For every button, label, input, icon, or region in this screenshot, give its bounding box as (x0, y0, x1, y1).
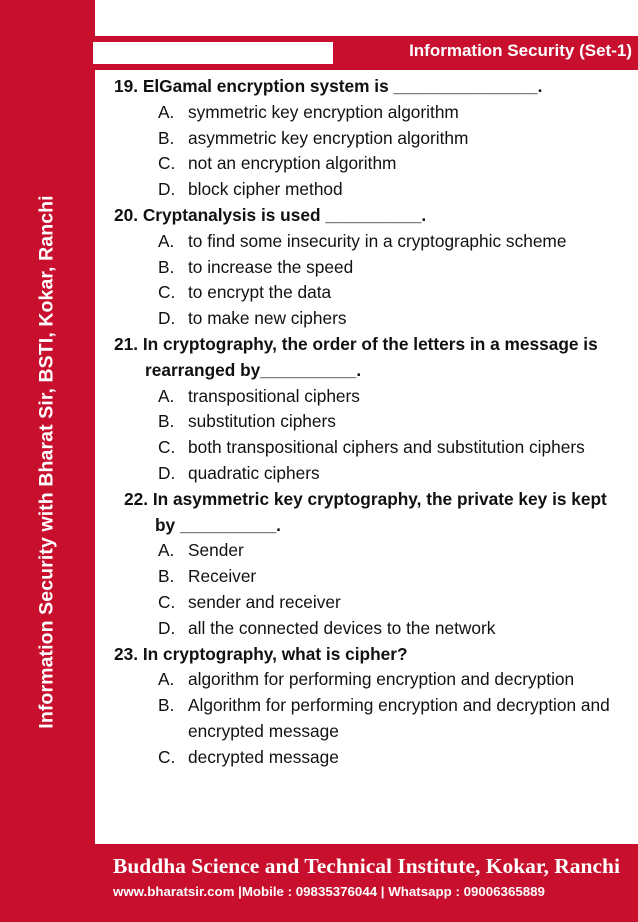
option-text: to increase the speed (188, 256, 354, 277)
option-text: to encrypt the data (188, 282, 332, 303)
option-letter: B. (158, 695, 175, 716)
option-letter: C. (158, 746, 176, 767)
option-letter: A. (158, 101, 175, 122)
question-19 (114, 74, 630, 203)
option-b (114, 255, 630, 281)
option-a (114, 229, 630, 255)
option-a (114, 100, 630, 126)
option-text: substitution ciphers (188, 411, 336, 432)
question-23 (114, 642, 630, 771)
option-c (114, 745, 630, 771)
option-letter: A. (158, 540, 175, 561)
question-list (114, 74, 630, 771)
option-b (114, 564, 630, 590)
option-d (114, 616, 630, 642)
sidebar-title: Information Security with Bharat Sir, BSTI, Kokar, Ranchi (35, 195, 58, 729)
option-text: algorithm for performing encryption and decryption (188, 669, 575, 690)
option-text: sender and receiver (188, 591, 341, 612)
option-letter: B. (158, 256, 175, 277)
option-text: both transpositional ciphers and substitution ciphers (188, 437, 585, 458)
option-letter: C. (158, 591, 176, 612)
option-c (114, 280, 630, 306)
footer-institute-name: Buddha Science and Technical Institute, Kokar, Ranchi (113, 854, 620, 878)
option-letter: A. (158, 230, 175, 251)
question-text: 23. In cryptography, what is cipher? (114, 643, 408, 664)
option-letter: B. (158, 127, 175, 148)
option-text: Receiver (188, 566, 257, 587)
option-letter: C. (158, 282, 176, 303)
option-d (114, 461, 630, 487)
question-text: 19. ElGamal encryption system is _______________. (114, 76, 543, 96)
option-text: to find some insecurity in a cryptographic scheme (188, 230, 567, 251)
option-letter: D. (158, 617, 176, 638)
option-text: symmetric key encryption algorithm (188, 101, 459, 122)
option-letter: B. (158, 566, 175, 587)
option-letter: D. (158, 308, 176, 329)
option-text: Algorithm for performing encryption and decryption and encrypted message (188, 695, 610, 741)
option-text: not an encryption algorithm (188, 153, 397, 174)
option-c (114, 151, 630, 177)
option-d (114, 306, 630, 332)
question-text: 21. In cryptography, the order of the letters in a message is rearranged by__________. (114, 333, 598, 380)
option-text: decrypted message (188, 746, 339, 767)
page-title: Information Security (Set-1) (409, 41, 632, 60)
question-20 (114, 203, 630, 332)
left-sidebar-band (0, 0, 95, 922)
option-letter: D. (158, 179, 176, 200)
option-text: Sender (188, 540, 244, 561)
option-letter: C. (158, 153, 176, 174)
option-text: block cipher method (188, 179, 343, 200)
question-text: 22. In asymmetric key cryptography, the private key is kept by __________. (124, 488, 607, 535)
footer-contact-info: www.bharatsir.com |Mobile : 09835376044 | Whatsapp : 09006365889 (113, 884, 545, 899)
option-letter: D. (158, 462, 176, 483)
option-c (114, 590, 630, 616)
question-text: 20. Cryptanalysis is used __________. (114, 204, 427, 225)
option-b (114, 409, 630, 435)
option-text: all the connected devices to the network (188, 617, 496, 638)
option-a (114, 667, 630, 693)
option-text: transpositional ciphers (188, 385, 360, 406)
option-letter: A. (158, 385, 175, 406)
question-21 (114, 332, 630, 487)
option-letter: C. (158, 437, 176, 458)
option-a (114, 538, 630, 564)
option-b (114, 126, 630, 152)
option-c (114, 435, 630, 461)
option-a (114, 384, 630, 410)
question-22 (114, 487, 630, 642)
option-letter: A. (158, 669, 175, 690)
option-d (114, 177, 630, 203)
option-text: quadratic ciphers (188, 462, 320, 483)
option-b (114, 693, 630, 745)
option-text: to make new ciphers (188, 308, 347, 329)
option-text: asymmetric key encryption algorithm (188, 127, 469, 148)
option-letter: B. (158, 411, 175, 432)
